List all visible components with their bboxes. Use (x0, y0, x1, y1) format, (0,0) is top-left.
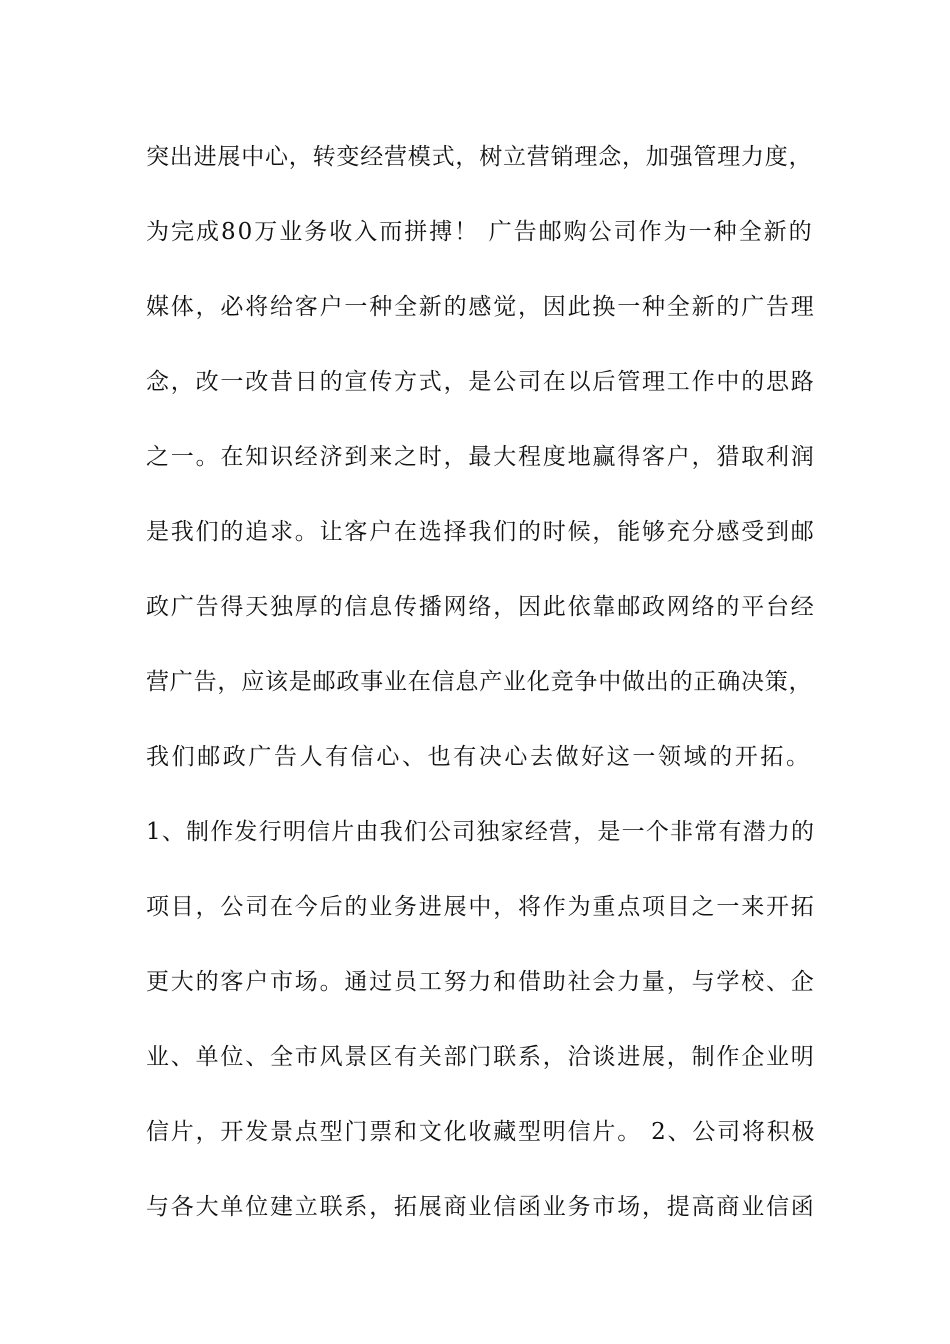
text-line: 信片，开发景点型门票和文化收藏型明信片。 2、公司将积极 (146, 1119, 817, 1145)
text-line: 之一。在知识经济到来之时，最大程度地赢得客户，猎取利润 (146, 444, 816, 470)
body-text (146, 128, 816, 1253)
text-line: 是我们的追求。让客户在选择我们的时候，能够充分感受到邮 (146, 519, 816, 545)
text-line: 我们邮政广告人有信心、也有决心去做好这一领域的开拓。 (146, 744, 812, 770)
text-line: 1、制作发行明信片由我们公司独家经营，是一个非常有潜力的 (146, 819, 816, 845)
text-line: 营广告，应该是邮政事业在信息产业化竞争中做出的正确决策， (146, 669, 813, 695)
text-line: 政广告得天独厚的信息传播网络，因此依靠邮政网络的平台经 (146, 594, 816, 620)
text-line: 突出进展中心，转变经营模式，树立营销理念，加强管理力度， (146, 144, 813, 170)
text-line: 业、单位、全市风景区有关部门联系，洽谈进展，制作企业明 (146, 1044, 816, 1070)
text-line: 媒体，必将给客户一种全新的感觉，因此换一种全新的广告理 (146, 294, 816, 320)
text-line: 项目，公司在今后的业务进展中，将作为重点项目之一来开拓 (146, 894, 816, 920)
text-line: 为完成80万业务收入而拼搏！ 广告邮购公司作为一种全新的 (146, 219, 814, 245)
text-line: 与各大单位建立联系，拓展商业信函业务市场，提高商业信函 (146, 1194, 816, 1220)
text-line: 更大的客户市场。通过员工努力和借助社会力量，与学校、企 (146, 969, 816, 995)
text-line: 念，改一改昔日的宣传方式，是公司在以后管理工作中的思路 (146, 369, 816, 395)
